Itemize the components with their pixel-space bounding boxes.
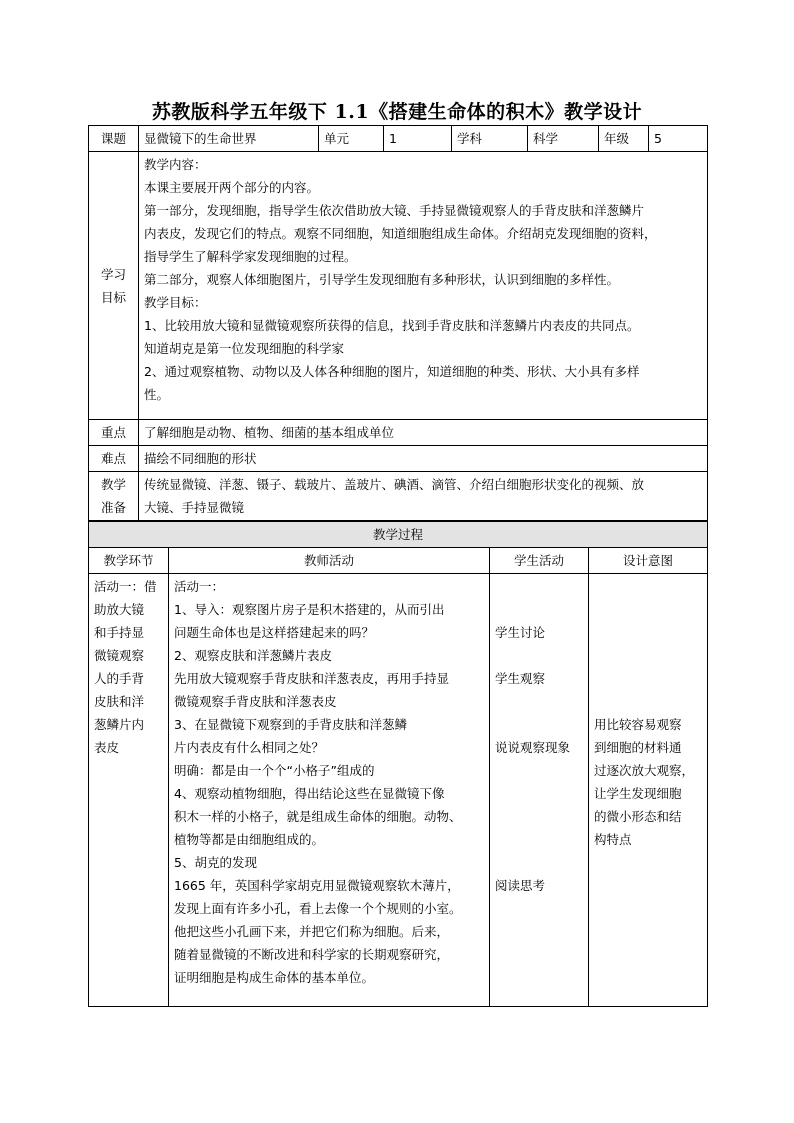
key-point-value: 了解细胞是动物、植物、细菌的基本组成单位	[139, 420, 708, 446]
column-header-teacher: 教师活动	[169, 548, 490, 574]
subject-label: 学科	[452, 126, 528, 152]
process-table	[88, 521, 708, 1007]
column-header-intent: 设计意图	[589, 548, 708, 574]
teacher-line: 2、观察皮肤和洋葱鳞片表皮	[174, 648, 332, 663]
teacher-line: 他把这些小孔画下来，并把它们称为细胞。后来，	[174, 924, 450, 939]
teacher-activity-cell	[169, 574, 490, 1007]
stage-line: 表皮	[94, 740, 120, 755]
objectives-content	[139, 152, 708, 420]
objectives-line: 内表皮，发现它们的特点。观察不同细胞，知道细胞组成生命体。介绍胡克发现细胞的资料，	[144, 226, 657, 241]
stage-line: 皮肤和洋	[94, 694, 145, 709]
teacher-line: 随着显微镜的不断改进和科学家的长期观察研究，	[174, 947, 450, 962]
prep-line: 大镜、手持显微镜	[144, 500, 245, 515]
student-read: 阅读思考	[495, 878, 546, 893]
teacher-line: 1、导入：观察图片房子是积木搭建的，从而引出	[174, 602, 445, 617]
info-table	[88, 125, 708, 521]
student-activity-cell	[490, 574, 589, 1007]
teacher-line: 明确：都是由一个个“小格子”组成的	[174, 763, 375, 778]
difficulty-label: 难点	[89, 446, 139, 472]
stage-line: 葱鳞片内	[94, 717, 145, 732]
objectives-line: 教学内容：	[144, 157, 207, 172]
teacher-line: 1665 年，英国科学家胡克用显微镜观察软木薄片，	[174, 878, 460, 893]
lesson-value: 显微镜下的生命世界	[139, 126, 319, 152]
teacher-line: 活动一：	[174, 579, 225, 594]
objectives-line: 2、通过观察植物、动物以及人体各种细胞的图片，知道细胞的种类、形状、大小具有多样	[144, 364, 640, 379]
intent-cell	[589, 574, 708, 1007]
prep-label-line-2: 准备	[100, 500, 126, 515]
teacher-line: 植物等都是由细胞组成的。	[174, 832, 325, 847]
teacher-line: 5、胡克的发现	[174, 855, 257, 870]
stage-line: 助放大镜	[94, 602, 145, 617]
stage-line: 和手持显	[94, 625, 145, 640]
teacher-line: 4、观察动植物细胞，得出结论这些在显微镜下像	[174, 786, 445, 801]
objectives-label	[89, 152, 139, 420]
objectives-line: 第一部分，发现细胞，指导学生依次借助放大镜、手持显微镜观察人的手背皮肤和洋葱鳞片	[144, 203, 645, 218]
teacher-line: 积木一样的小格子，就是组成生命体的细胞。动物、	[174, 809, 462, 824]
stage-line: 活动一：借	[94, 579, 157, 594]
prep-label-line-1: 教学	[100, 477, 126, 492]
intent-line: 的微小形态和结	[594, 809, 682, 824]
grade-value: 5	[649, 126, 708, 152]
lesson-label: 课题	[89, 126, 139, 152]
teacher-line: 3、在显微镜下观察到的手背皮肤和洋葱鳞	[174, 717, 407, 732]
subject-value: 科学	[528, 126, 599, 152]
grade-label: 年级	[599, 126, 649, 152]
teacher-line: 问题生命体也是这样搭建起来的吗？	[174, 625, 375, 640]
intent-line: 过逐次放大观察，	[594, 763, 695, 778]
stage-line: 人的手背	[94, 671, 145, 686]
student-describe: 说说观察现象	[495, 740, 571, 755]
intent-line: 让学生发现细胞	[594, 786, 682, 801]
teacher-line: 发现上面有许多小孔，看上去像一个个规则的小室。	[174, 901, 462, 916]
page-title: 苏教版科学五年级下 1.1《搭建生命体的积木》教学设计	[151, 101, 643, 123]
column-header-stage: 教学环节	[89, 548, 169, 574]
column-header-student: 学生活动	[490, 548, 589, 574]
intent-line: 用比较容易观察	[594, 717, 682, 732]
teacher-line: 片内表皮有什么相同之处？	[174, 740, 325, 755]
prep-content	[139, 472, 708, 521]
unit-label: 单元	[319, 126, 384, 152]
intent-line: 构特点	[594, 832, 632, 847]
stage-line: 微镜观察	[94, 648, 145, 663]
prep-line: 传统显微镜、洋葱、镊子、载玻片、盖玻片、碘酒、滴管、介绍白细胞形状变化的视频、放	[144, 477, 645, 492]
objectives-line: 指导学生了解科学家发现细胞的过程。	[144, 249, 357, 264]
objectives-line: 教学目标：	[144, 295, 207, 310]
process-header: 教学过程	[89, 522, 708, 548]
key-point-label: 重点	[89, 420, 139, 446]
objectives-label-line-1: 学习	[100, 266, 126, 282]
objectives-line: 本课主要展开两个部分的内容。	[144, 180, 320, 195]
difficulty-value: 描绘不同细胞的形状	[139, 446, 708, 472]
objectives-line: 性。	[144, 387, 170, 402]
student-discuss: 学生讨论	[495, 625, 546, 640]
unit-value: 1	[384, 126, 452, 152]
objectives-label-line-2: 目标	[100, 289, 126, 305]
teacher-line: 微镜观察手背皮肤和洋葱表皮	[174, 694, 337, 709]
stage-cell	[89, 574, 169, 1007]
teacher-line: 证明细胞是构成生命体的基本单位。	[174, 970, 375, 985]
objectives-line: 1、比较用放大镜和显微镜观察所获得的信息，找到手背皮肤和洋葱鳞片内表皮的共同点。	[144, 318, 640, 333]
intent-line: 到细胞的材料通	[594, 740, 682, 755]
prep-label	[89, 472, 139, 521]
objectives-line: 知道胡克是第一位发现细胞的科学家	[144, 341, 345, 356]
teacher-line: 先用放大镜观察手背皮肤和洋葱表皮，再用手持显	[174, 671, 450, 686]
objectives-line: 第二部分，观察人体细胞图片，引导学生发现细胞有多种形状，认识到细胞的多样性。	[144, 272, 620, 287]
student-observe: 学生观察	[495, 671, 546, 686]
